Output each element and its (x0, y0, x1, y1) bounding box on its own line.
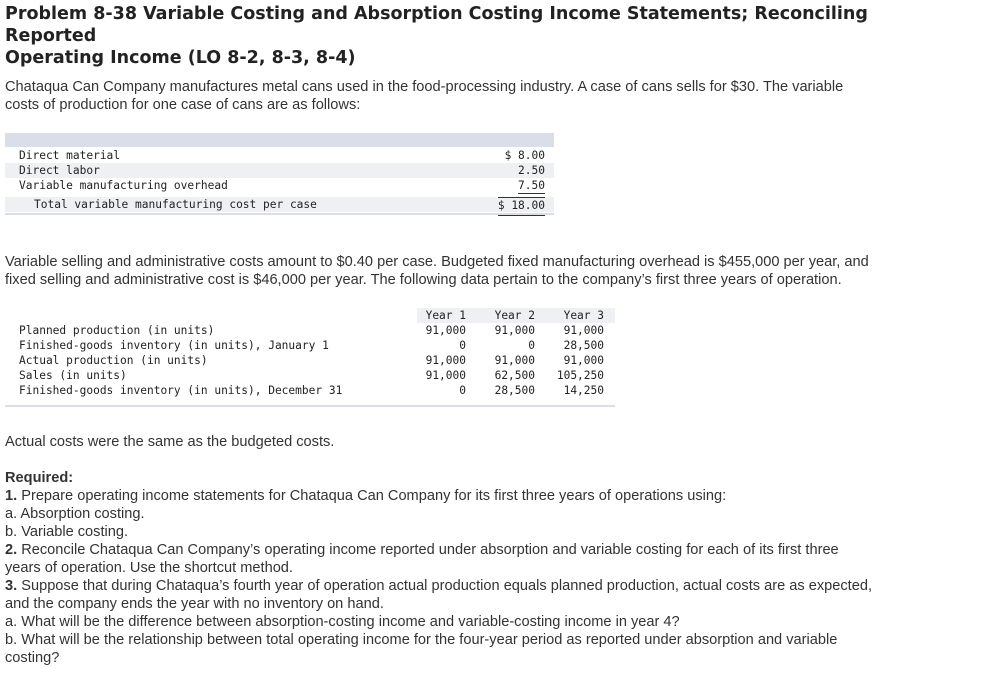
intro-line-1: Chataqua Can Company manufactures metal cans used in the food-processing industry. A case of cans sells for $30. The variable (5, 79, 844, 95)
question-3 (5, 577, 965, 595)
cost-total-amount: $ 18.00 (498, 197, 545, 216)
cell: 91,000 (494, 354, 535, 367)
costs-line-2: fixed selling and administrative cost is $46,000 per year. The following data pertain to the company’s first three years of operation. (5, 272, 842, 288)
cell: 91,000 (425, 324, 466, 337)
cell: 28,500 (494, 384, 535, 397)
cost-total-label: Total variable manufacturing cost per case (34, 198, 317, 211)
question-3-continued: and the company ends the year with no inventory on hand. (5, 596, 384, 612)
cell: 0 (528, 339, 535, 352)
cost-amount: $ 8.00 (504, 149, 545, 162)
question-text: Prepare operating income statements for Chataqua Can Company for its first three years of operations using: (17, 488, 727, 504)
cell: 0 (459, 384, 466, 397)
question-3b-continued: costing? (5, 650, 60, 666)
year-header: Year 2 (494, 309, 535, 322)
variable-cost-table (5, 133, 554, 215)
cost-row-direct-labor (5, 163, 554, 178)
question-text: Suppose that during Chataqua’s fourth year of operation actual production equals planned production, actual costs are as expected, (17, 578, 873, 594)
required-heading: Required: (5, 470, 74, 486)
year-header: Year 3 (563, 309, 604, 322)
cell: 91,000 (425, 354, 466, 367)
question-number: 2. (5, 542, 18, 558)
production-data-table (5, 308, 615, 410)
cell: 91,000 (494, 324, 535, 337)
cell: 14,250 (563, 384, 604, 397)
question-number: 3. (5, 578, 18, 594)
cell: 0 (459, 339, 466, 352)
row-label: Finished-goods inventory (in units), January 1 (19, 339, 329, 352)
table-bottom-bar (5, 405, 615, 407)
question-3a: a. What will be the difference between absorption-costing income and variable-costing income in year 4? (5, 614, 680, 630)
cost-amount: 7.50 (518, 179, 545, 192)
costs-line-1: Variable selling and administrative costs amount to $0.40 per case. Budgeted fixed manufacturing overhead is $455,000 per year, and (5, 254, 869, 270)
cell: 62,500 (494, 369, 535, 382)
question-2-continued: years of operation. Use the shortcut method. (5, 560, 293, 576)
row-label: Actual production (in units) (19, 354, 208, 367)
row-label: Sales (in units) (19, 369, 127, 382)
row-label: Finished-goods inventory (in units), December 31 (19, 384, 343, 397)
cell: 28,500 (563, 339, 604, 352)
table-bottom-bar (5, 213, 554, 215)
cell: 91,000 (425, 369, 466, 382)
problem-title (5, 3, 965, 69)
cost-amount: 2.50 (518, 164, 545, 177)
question-1b: b. Variable costing. (5, 524, 129, 540)
problem-title-line-1: Problem 8-38 Variable Costing and Absorption Costing Income Statements; Reconciling Reported (5, 4, 868, 46)
question-3b: b. What will be the relationship between total operating income for the four-year period as reported under absorption and variable (5, 632, 838, 648)
question-number: 1. (5, 488, 18, 504)
problem-title-line-2: Operating Income (LO 8-2, 8-3, 8-4) (5, 48, 356, 68)
row-label: Planned production (in units) (19, 324, 215, 337)
cell: 105,250 (556, 369, 604, 382)
cost-row-total (5, 197, 554, 212)
cost-label: Direct material (19, 149, 121, 162)
cell: 91,000 (563, 324, 604, 337)
cell: 91,000 (563, 354, 604, 367)
table-header-bar (5, 133, 554, 147)
actual-costs-note: Actual costs were the same as the budgeted costs. (5, 434, 335, 450)
question-2 (5, 541, 965, 559)
question-1 (5, 487, 965, 505)
question-1a: a. Absorption costing. (5, 506, 145, 522)
question-text: Reconcile Chataqua Can Company’s operating income reported under absorption and variable costing for each of its first three (17, 542, 839, 558)
costs-paragraph (5, 253, 965, 289)
cost-row-direct-material (5, 148, 554, 163)
cost-row-variable-overhead (5, 178, 554, 193)
cost-label: Direct labor (19, 164, 100, 177)
cost-label: Variable manufacturing overhead (19, 179, 228, 192)
intro-line-2: costs of production for one case of cans are as follows: (5, 97, 361, 113)
year-header: Year 1 (425, 309, 466, 322)
intro-paragraph (5, 78, 965, 114)
